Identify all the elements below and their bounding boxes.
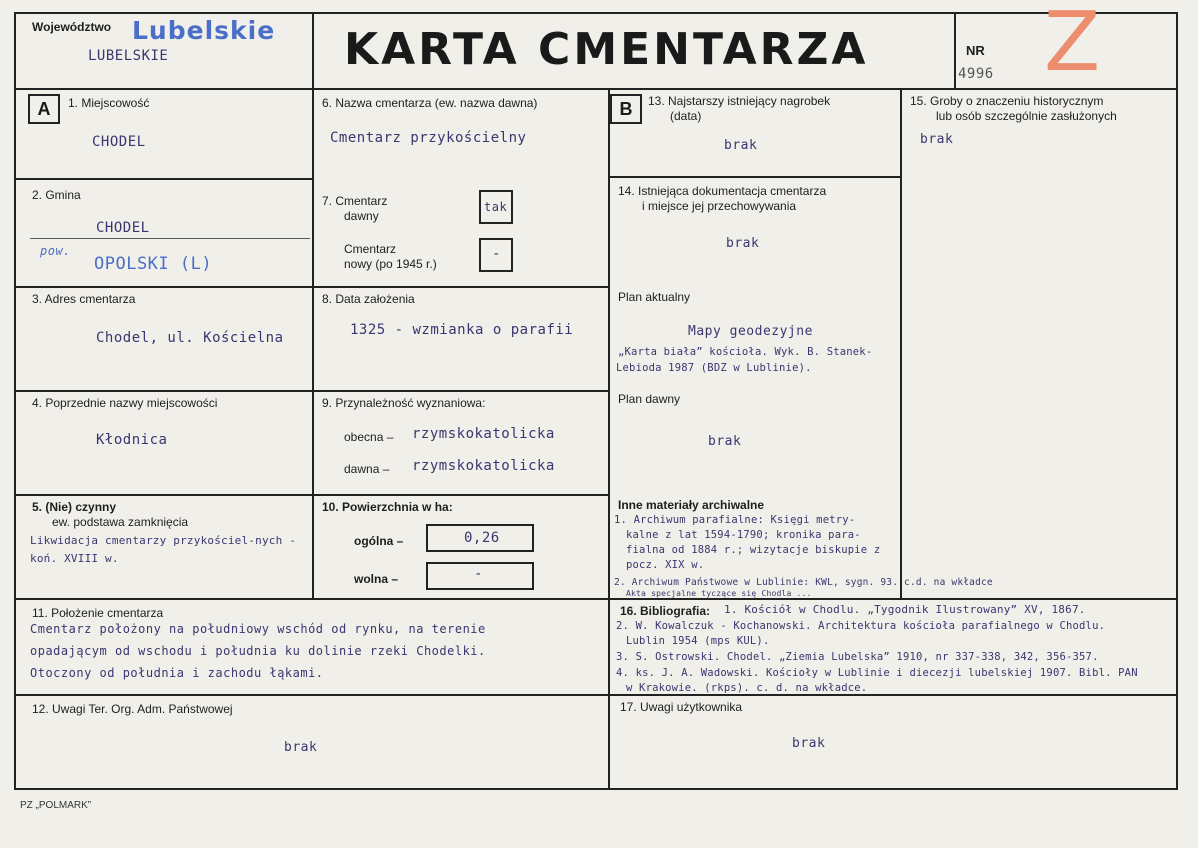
field-9-dawna-value: rzymskokatolicka <box>412 458 555 474</box>
field-14-label-b: i miejsce jej przechowywania <box>642 199 797 213</box>
field-7-nowy-label: Cmentarz <box>344 242 397 256</box>
field-13-label: 13. Najstarszy istniejący nagrobek <box>648 94 831 108</box>
field-2-label: 2. Gmina <box>32 188 81 202</box>
inne-line2: kalne z lat 1594-1790; kronika para- <box>626 529 861 541</box>
field-4-value: Kłodnica <box>96 432 168 448</box>
field-14-value: brak <box>726 236 760 251</box>
printer-footer: PZ „POLMARK” <box>20 800 92 811</box>
field-12-value: brak <box>284 740 318 755</box>
field-3-value: Chodel, ul. Kościelna <box>96 330 284 346</box>
inne-materialy-label: Inne materiały archiwalne <box>618 498 765 512</box>
field-15-label: 15. Groby o znaczeniu historycznym <box>910 94 1104 108</box>
field-15-value: brak <box>920 132 954 147</box>
field-2-pow-label: pow. <box>40 244 71 258</box>
inne-line3: fialna od 1884 r.; wizytacje biskupie z <box>626 544 881 556</box>
field-10-wolna-label: wolna – <box>354 572 399 586</box>
inne-line6: Akta specjalne tyczące się Chodla ... <box>626 589 812 598</box>
field-9-obecna-value: rzymskokatolicka <box>412 426 555 442</box>
field-7-nowy-value: - <box>492 246 501 262</box>
field-7-dawny-label: 7. Cmentarz <box>322 194 388 208</box>
field-10-ogolna-label: ogólna – <box>354 534 404 548</box>
nr-mark: Z <box>1044 0 1101 90</box>
field-11-line1: Cmentarz położony na południowy wschód od rynku, na terenie <box>30 622 486 636</box>
field-9-dawna-label: dawna – <box>344 462 390 476</box>
plan-aktualny-line1: Mapy geodezyjne <box>688 324 813 339</box>
field-5-label-b: ew. podstawa zamknięcia <box>52 515 189 529</box>
field-9-obecna-label: obecna – <box>344 430 394 444</box>
field-11-line2: opadającym od wschodu i południa ku dolinie rzeki Chodelki. <box>30 644 486 658</box>
bibliography-line1: 1. Kościół w Chodlu. „Tygodnik Ilustrowany” XV, 1867. <box>724 603 1086 616</box>
field-8-value: 1325 - wzmianka o parafii <box>350 322 574 338</box>
nr-label: NR <box>966 43 985 58</box>
plan-dawny-value: brak <box>708 434 742 449</box>
field-17-value: brak <box>792 736 826 751</box>
field-14-label: 14. Istniejąca dokumentacja cmentarza <box>618 184 827 198</box>
field-10-ogolna-value: 0,26 <box>464 530 500 546</box>
field-7-dawny-value: tak <box>484 200 508 214</box>
card-title: KARTA CMENTARZA <box>344 24 869 75</box>
inne-line5: 2. Archiwum Państwowe w Lublinie: KWL, sygn. 93. c.d. na wkładce <box>614 577 993 588</box>
field-7-nowy-label2: nowy (po 1945 r.) <box>344 257 437 271</box>
bibliography-line4: 3. S. Ostrowski. Chodel. „Ziemia Lubelska” 1910, nr 337-338, 342, 356-357. <box>616 651 1099 663</box>
plan-aktualny-line2: „Karta biała” kościoła. Wyk. B. Stanek- <box>618 346 873 358</box>
field-10-label: 10. Powierzchnia w ha: <box>322 500 453 514</box>
field-7-dawny-label2: dawny <box>344 209 379 223</box>
field-15-label-b: lub osób szczególnie zasłużonych <box>936 109 1117 123</box>
field-13-value: brak <box>724 138 758 153</box>
section-b-box: B <box>610 94 642 124</box>
field-2-pow-value: OPOLSKI (L) <box>94 254 213 274</box>
wojewodztwo-value: LUBELSKIE <box>88 48 169 64</box>
field-2-value: CHODEL <box>96 220 150 236</box>
nr-value: 4996 <box>958 66 994 82</box>
field-11-line3: Otoczony od południa i zachodu łąkami. <box>30 666 324 680</box>
bibliography-line5: 4. ks. J. A. Wadowski. Kościoły w Lublinie i diecezji lubelskiej 1907. Bibl. PAN <box>616 667 1138 679</box>
field-3-label: 3. Adres cmentarza <box>32 292 136 306</box>
section-a-box: A <box>28 94 60 124</box>
plan-dawny-label: Plan dawny <box>618 392 681 406</box>
field-5-label: 5. (Nie) czynny <box>32 500 117 514</box>
field-10-wolna-value: - <box>474 566 483 582</box>
bibliography-line6: w Krakowie. (rkps). c. d. na wkładce. <box>626 682 868 694</box>
field-1-label: 1. Miejscowość <box>68 96 150 110</box>
field-8-label: 8. Data założenia <box>322 292 415 306</box>
field-13-label-b: (data) <box>670 109 702 123</box>
field-5-value: Likwidacja cmentarzy przykościel-nych - koń. XVIII w. <box>30 534 297 565</box>
field-6-value: Cmentarz przykościelny <box>330 130 527 146</box>
plan-aktualny-line3: Lebioda 1987 (BDZ w Lublinie). <box>616 362 812 374</box>
field-1-value: CHODEL <box>92 134 146 150</box>
wojewodztwo-label: Województwo <box>32 20 112 34</box>
inne-line1: 1. Archiwum parafialne: Księgi metry- <box>614 514 856 526</box>
plan-aktualny-label: Plan aktualny <box>618 290 691 304</box>
field-6-label: 6. Nazwa cmentarza (ew. nazwa dawna) <box>322 96 538 110</box>
field-9-label: 9. Przynależność wyznaniowa: <box>322 396 486 410</box>
field-17-label: 17. Uwagi użytkownika <box>620 700 743 714</box>
bibliography-line3: Lublin 1954 (mps KUL). <box>626 635 770 647</box>
inne-line4: pocz. XIX w. <box>626 559 705 571</box>
field-4-label: 4. Poprzednie nazwy miejscowości <box>32 396 218 410</box>
field-12-label: 12. Uwagi Ter. Org. Adm. Państwowej <box>32 702 233 716</box>
field-11-label: 11. Położenie cmentarza <box>32 606 164 620</box>
wojewodztwo-stamp: Lubelskie <box>132 16 276 45</box>
bibliography-line2: 2. W. Kowalczuk - Kochanowski. Architektura kościoła parafialnego w Chodlu. <box>616 620 1106 632</box>
field-16-label: 16. Bibliografia: <box>620 604 711 618</box>
